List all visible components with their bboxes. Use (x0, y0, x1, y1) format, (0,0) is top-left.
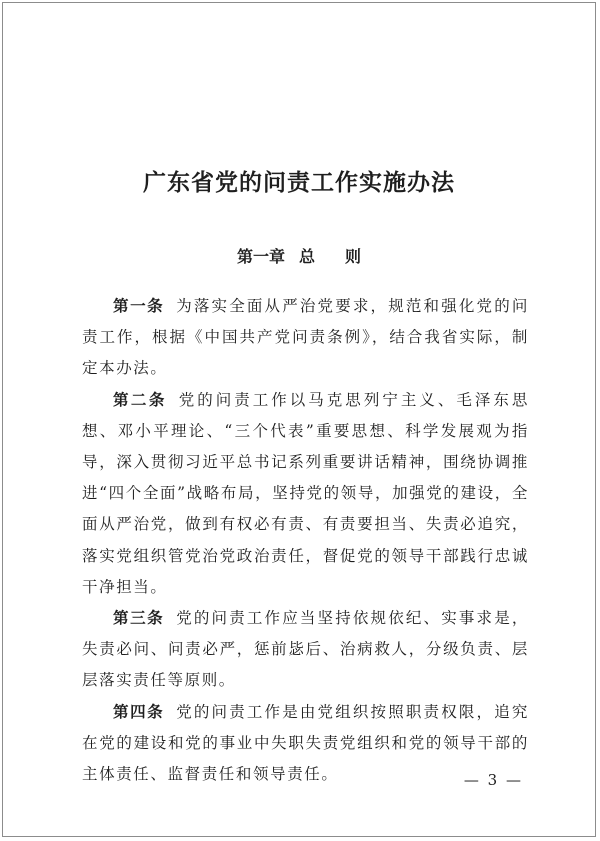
chapter-title-part2: 则 (345, 247, 362, 266)
article-text: 为落实全面从严治党要求，规范和强化党的问责工作，根据《中国共产党问责条例》，结合我省实际，制定本办法。 (82, 297, 529, 378)
document-page (2, 2, 596, 837)
article-label: 第三条 (113, 609, 165, 628)
article-text: 党的问责工作是由党组织按照职责权限，追究在党的建设和党的事业中失职失责党组织和党的领导干部的主体责任、监督责任和领导责任。 (82, 702, 529, 784)
article-3 (82, 603, 529, 697)
article-text: 党的问责工作以马克思列宁主义、毛泽东思想、邓小平理论、“三个代表”重要思想、科学发展观为指导，深入贯彻习近平总书记系列重要讲话精神，围绕协调推进“四个全面”战略布局，坚持党的领导，加强党的建设，全面从严治党，做到有权必有责、有责要担当、失责必追究，落实党组织管党治党政治责任，督促党的领导干部践行忠诚干净担当。 (82, 390, 529, 596)
article-1 (82, 291, 529, 385)
document-body (82, 291, 529, 790)
article-label: 第二条 (113, 390, 167, 409)
article-2 (82, 385, 529, 603)
article-label: 第四条 (113, 702, 165, 721)
page-number: — 3 — (463, 771, 523, 789)
chapter-number: 第一章 (236, 247, 285, 266)
chapter-title-part1: 总 (298, 247, 315, 266)
article-label: 第一条 (113, 297, 165, 315)
chapter-heading (3, 246, 595, 268)
article-text: 党的问责工作应当坚持依规依纪、实事求是，失责必问、问责必严，惩前毖后、治病救人，分级负责、层层落实责任等原则。 (82, 609, 529, 690)
article-4 (82, 697, 529, 791)
document-title: 广东省党的问责工作实施办法 (143, 169, 455, 196)
